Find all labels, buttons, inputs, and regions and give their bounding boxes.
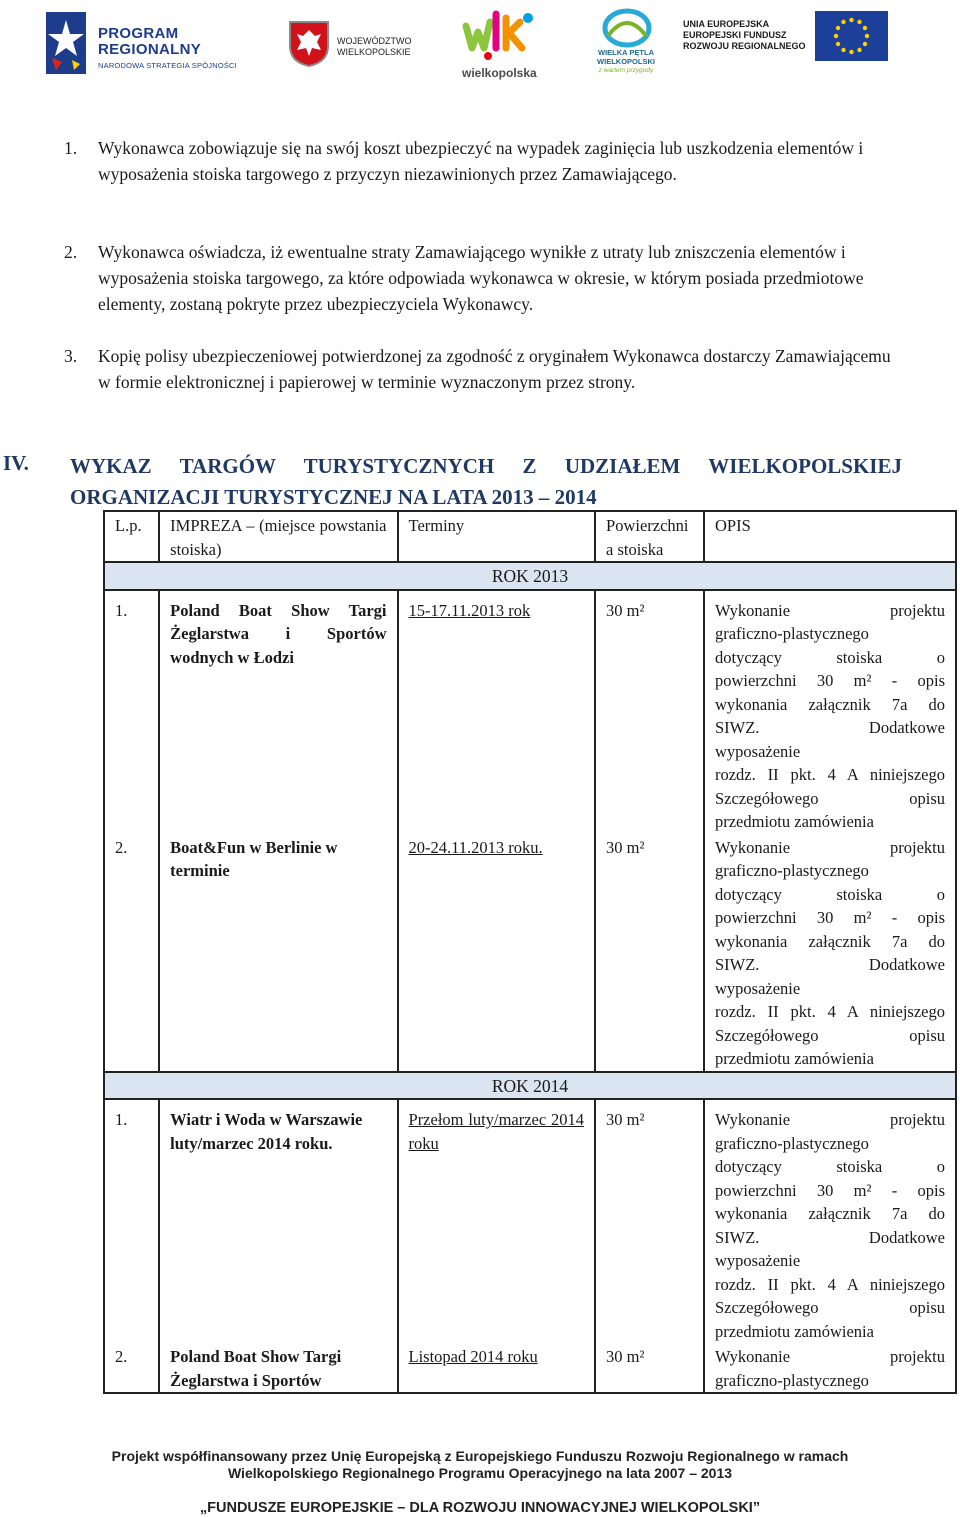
desc-line: przedmiotu zamówienia: [714, 812, 874, 831]
logo-text: PROGRAM: [98, 25, 179, 42]
desc-line: dotyczący stoiska o: [714, 647, 945, 667]
desc-line: dotyczący stoiska o: [714, 884, 945, 904]
paragraph-number: 3.: [64, 346, 78, 366]
logo-text: WIELKA PĘTLA: [598, 48, 654, 57]
row-desc: [704, 1343, 956, 1393]
year-label: ROK 2014: [104, 1072, 956, 1100]
wielkopolska-logo: wielkopolska: [462, 66, 537, 80]
desc-line: wyposażenie: [714, 741, 801, 761]
desc-line: wyposażenie: [714, 978, 801, 998]
year-label: ROK 2013: [104, 562, 956, 590]
row-dates: 15-17.11.2013 rok: [398, 590, 596, 834]
section-title: WYKAZ TARGÓW TURYSTYCZNYCH Z UDZIAŁEM WIELKOPOLSKIEJ ORGANIZACJI TURYSTYCZNEJ NA LATA 2013 – 2014: [70, 454, 902, 509]
desc-line: powierzchni 30 m² - opis: [714, 908, 945, 927]
logo-text: WIELKOPOLSKIE: [337, 47, 411, 57]
table-row: [104, 590, 956, 834]
desc-line: graficzno-plastycznego: [714, 861, 869, 880]
logo-text: UNIA EUROPEJSKA: [683, 19, 770, 29]
header-lp: L.p.: [104, 511, 159, 562]
row-desc: [704, 590, 956, 834]
footer-funding-note: [0, 1448, 960, 1482]
header-event: IMPREZA – (miejsce powstania stoiska): [159, 511, 397, 562]
eu-logo-text: [683, 19, 806, 52]
logo-text: NARODOWA STRATEGIA SPÓJNOŚCI: [98, 61, 237, 70]
row-lp: 2.: [104, 1343, 159, 1393]
row-lp: 1.: [104, 1099, 159, 1343]
section-number: IV.: [3, 451, 29, 475]
wielka-petla-logo-icon: [594, 6, 660, 50]
wojewodztwo-logo: [337, 36, 411, 58]
paragraph-text: Wykonawca oświadcza, iż ewentualne straty Zamawiającego wynikłe z utraty lub zniszczenia elementów i wyposażenia stoiska targowego, za które odpowiada wykonawca w okresie, w którym posiada przedmiotowe elementy, zostaną pokryte przez ubezpieczyciela Wykonawcy.: [98, 242, 864, 314]
row-dates: Listopad 2014 roku: [398, 1343, 596, 1393]
paragraph-1: [64, 135, 898, 187]
desc-line: wyposażenie: [714, 1251, 801, 1270]
desc-line: Szczegółowego opisu: [714, 1298, 945, 1317]
desc-line: SIWZ. Dodatkowe: [714, 1227, 945, 1247]
table-row: [104, 834, 956, 1072]
table-header-row: [104, 511, 956, 562]
footer-slogan: „FUNDUSZE EUROPEJSKIE – DLA ROZWOJU INNOWACYJNEJ WIELKOPOLSKI”: [199, 1500, 761, 1516]
desc-line: Wykonanie projektu: [714, 600, 945, 620]
desc-line: Wykonanie projektu: [714, 1110, 945, 1129]
desc-line: SIWZ. Dodatkowe: [714, 718, 945, 737]
desc-line: rozdz. II pkt. 4 A niniejszego: [714, 765, 945, 784]
desc-line: Szczegółowego opisu: [714, 1025, 945, 1045]
paragraph-text: Wykonawca zobowiązuje się na swój koszt ubezpieczyć na wypadek zaginięcia lub uszkodzenia elementów i wyposażenia stoiska targowego z przyczyn niezawinionych przez Zamawiającego.: [98, 138, 864, 184]
desc-line: przedmiotu zamówienia: [714, 1321, 874, 1341]
desc-line: Wykonanie projektu: [714, 1347, 945, 1366]
desc-line: graficzno-plastycznego: [714, 1370, 869, 1390]
desc-line: przedmiotu zamówienia: [714, 1049, 874, 1068]
logo-text: WOJEWÓDZTWO: [337, 36, 412, 46]
header-logos: [0, 0, 960, 88]
year-row-2013: [104, 562, 956, 590]
desc-line: rozdz. II pkt. 4 A niniejszego: [714, 1274, 945, 1294]
footer-line: Wielkopolskiego Regionalnego Programu Operacyjnego na lata 2007 – 2013: [227, 1465, 733, 1481]
program-regionalny-star-icon: [46, 12, 86, 74]
wojewodztwo-shield-icon: [288, 20, 330, 68]
desc-line: Wykonanie projektu: [714, 837, 945, 857]
wielka-petla-logo: [588, 48, 664, 75]
paragraph-text: Kopię polisy ubezpieczeniowej potwierdzonej za zgodność z oryginałem Wykonawca dostarczy Zamawiającemu w formie elektronicznej i papierowej w terminie wyznaczonym przez strony.: [98, 346, 891, 392]
row-dates: Przełom luty/marzec 2014 roku: [398, 1099, 596, 1343]
row-desc: [704, 834, 956, 1072]
year-row-2014: [104, 1072, 956, 1100]
row-lp: 2.: [104, 834, 159, 1072]
desc-line: graficzno-plastycznego: [714, 1133, 869, 1153]
table-row: [104, 1343, 956, 1393]
row-area: 30 m²: [595, 1099, 704, 1343]
logo-text: z wartem przygody: [598, 67, 654, 74]
paragraph-number: 2.: [64, 242, 78, 262]
desc-line: wykonania załącznik 7a do: [714, 931, 945, 951]
row-event: Poland Boat Show Targi Żeglarstwa i Sportów wodnych w Łodzi: [159, 590, 397, 834]
row-area: 30 m²: [595, 834, 704, 1072]
desc-line: powierzchni 30 m² - opis: [714, 671, 945, 690]
desc-line: rozdz. II pkt. 4 A niniejszego: [714, 1002, 945, 1021]
row-event: Poland Boat Show Targi Żeglarstwa i Sportów: [159, 1343, 397, 1393]
desc-line: wykonania załącznik 7a do: [714, 694, 945, 714]
row-area: 30 m²: [595, 590, 704, 834]
row-dates: 20-24.11.2013 roku.: [398, 834, 596, 1072]
logo-text: ROZWOJU REGIONALNEGO: [683, 41, 806, 51]
eu-flag-icon: [815, 11, 888, 61]
header-dates: Terminy: [398, 511, 596, 562]
row-event: Wiatr i Woda w Warszawie luty/marzec 2014 roku.: [159, 1099, 397, 1343]
row-lp: 1.: [104, 590, 159, 834]
desc-line: Szczegółowego opisu: [714, 788, 945, 808]
desc-line: dotyczący stoiska o: [714, 1157, 945, 1176]
header-desc: OPIS: [704, 511, 956, 562]
row-area: 30 m²: [595, 1343, 704, 1393]
footer-line: Projekt współfinansowany przez Unię Europejską z Europejskiego Funduszu Rozwoju Regionalnego w ramach: [111, 1448, 849, 1464]
header-area: Powierzchnia stoiska: [595, 511, 704, 562]
paragraph-3: [64, 343, 898, 395]
logo-text: REGIONALNY: [98, 41, 202, 58]
program-regionalny-logo: [98, 26, 237, 70]
desc-line: powierzchni 30 m² - opis: [714, 1180, 945, 1200]
paragraph-2: [64, 239, 898, 317]
desc-line: SIWZ. Dodatkowe: [714, 955, 945, 974]
logo-text: WIELKOPOLSKI: [597, 57, 655, 66]
desc-line: graficzno-plastycznego: [714, 624, 869, 643]
row-event: Boat&Fun w Berlinie w terminie: [159, 834, 397, 1072]
logo-text: EUROPEJSKI FUNDUSZ: [683, 30, 787, 40]
events-table: [103, 510, 957, 1394]
paragraph-number: 1.: [64, 138, 78, 158]
table-row: [104, 1099, 956, 1343]
desc-line: wykonania załącznik 7a do: [714, 1204, 945, 1223]
wielkopolska-logo-icon: [462, 8, 538, 64]
row-desc: [704, 1099, 956, 1343]
